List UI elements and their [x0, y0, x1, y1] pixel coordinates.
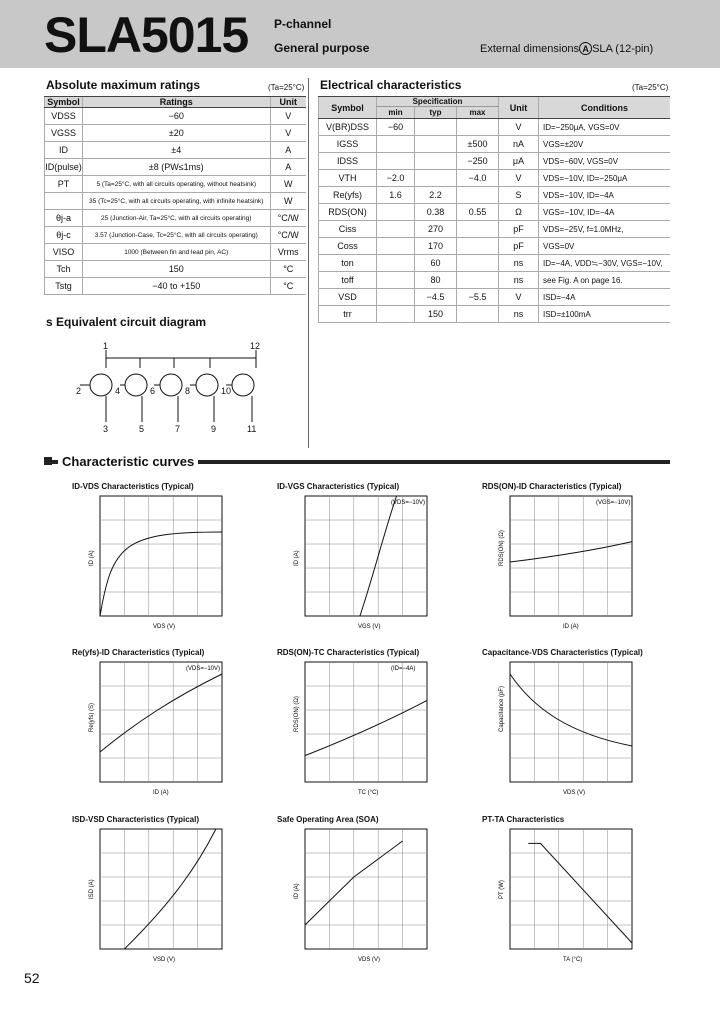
abs-max-unit: °C/W	[270, 210, 306, 227]
abs-max-header-ratings: Ratings	[83, 97, 271, 108]
elec-typ: 2.2	[415, 187, 457, 204]
graph-note: (VGS=−10V)	[596, 500, 631, 506]
graph-note: (VDS=−10V)	[391, 500, 426, 506]
abs-max-table	[44, 96, 306, 295]
elec-unit: pF	[499, 221, 539, 238]
elec-max: 0.55	[457, 204, 499, 221]
elec-unit: nA	[499, 136, 539, 153]
ext-dim-letter: A	[579, 42, 592, 55]
data-curve	[510, 542, 632, 562]
elec-conditions: VDS=−10V, ID=−4A	[539, 187, 671, 204]
circuit-title	[46, 315, 206, 329]
pin-10: 10	[221, 386, 232, 396]
ext-dim-prefix: External dimensions	[480, 43, 580, 55]
elec-max	[457, 187, 499, 204]
graph-title: RDS(ON)-TC Characteristics (Typical)	[277, 648, 420, 657]
abs-max-row	[45, 278, 307, 295]
elec-row	[319, 136, 671, 153]
elec-header-spec: Specification	[377, 97, 499, 107]
abs-max-unit: A	[270, 159, 306, 176]
graph-title: Safe Operating Area (SOA)	[277, 815, 379, 824]
elec-unit: V	[499, 119, 539, 136]
elec-typ: 170	[415, 238, 457, 255]
elec-unit: ns	[499, 272, 539, 289]
graph-title: RDS(ON)-ID Characteristics (Typical)	[482, 482, 622, 491]
data-curve	[528, 843, 632, 943]
graph-ylabel: ISD (A)	[89, 879, 95, 899]
abs-max-rating: ±8 (PW≤1ms)	[83, 159, 271, 176]
graph-xlabel: VSD (V)	[153, 957, 176, 963]
elec-min	[377, 221, 415, 238]
elec-max	[457, 221, 499, 238]
elec-max	[457, 238, 499, 255]
elec-unit: V	[499, 170, 539, 187]
graph-plot	[86, 494, 238, 636]
abs-max-row	[45, 244, 307, 261]
elec-typ: 0.38	[415, 204, 457, 221]
pin-5: 5	[139, 424, 145, 434]
elec-row	[319, 221, 671, 238]
abs-max-unit: W	[270, 193, 306, 210]
part-number: SLA5015	[44, 7, 249, 63]
graph-xlabel: VDS (V)	[563, 790, 586, 796]
elec-unit: μA	[499, 153, 539, 170]
elec-symbol: IGSS	[319, 136, 377, 153]
graph-ylabel: Re(yfs) (S)	[89, 703, 95, 732]
abs-max-symbol: ID(pulse)	[45, 159, 83, 176]
abs-max-symbol: VDSS	[45, 108, 83, 125]
elec-unit: S	[499, 187, 539, 204]
abs-max-rating: 3.57 (Junction-Case, Tc=25°C, with all circuits operating)	[83, 227, 271, 244]
abs-max-unit: A	[270, 142, 306, 159]
elec-row	[319, 238, 671, 255]
elec-table	[318, 96, 670, 323]
graph-ylabel: ID (A)	[89, 550, 95, 566]
graph-xlabel: TA (°C)	[563, 957, 583, 963]
elec-row	[319, 170, 671, 187]
pin-7: 7	[175, 424, 181, 434]
elec-typ	[415, 119, 457, 136]
graph-ylabel: Capacitance (pF)	[499, 685, 505, 732]
elec-header-unit: Unit	[499, 97, 539, 119]
elec-symbol: IDSS	[319, 153, 377, 170]
abs-max-row	[45, 176, 307, 193]
abs-max-row	[45, 193, 307, 210]
elec-min	[377, 153, 415, 170]
graph-title: Re(yfs)-ID Characteristics (Typical)	[72, 648, 205, 657]
elec-header-max: max	[457, 107, 499, 119]
elec-row	[319, 119, 671, 136]
pin-3: 3	[103, 424, 109, 434]
graph-plot	[291, 660, 443, 802]
external-dimensions	[480, 42, 653, 55]
abs-max-header-unit: Unit	[270, 97, 306, 108]
graph-ylabel: RDS(ON) (Ω)	[499, 530, 505, 566]
abs-max-symbol: ID	[45, 142, 83, 159]
pin-8: 8	[185, 386, 191, 396]
pin-2: 2	[76, 386, 82, 396]
graph-frame	[100, 496, 222, 616]
abs-max-rating: 35 (Tc=25°C, with all circuits operating, with infinite heatsink)	[83, 193, 271, 210]
elec-row	[319, 272, 671, 289]
graph-plot	[86, 827, 238, 969]
abs-max-row	[45, 261, 307, 278]
elec-row	[319, 255, 671, 272]
elec-title: Electrical characteristics	[320, 78, 462, 92]
elec-conditions: VDS=−60V, VGS=0V	[539, 153, 671, 170]
graph-frame	[510, 496, 632, 616]
graph-xlabel: ID (A)	[563, 624, 579, 630]
elec-min: 1.6	[377, 187, 415, 204]
graph-frame	[510, 829, 632, 949]
abs-max-unit: W	[270, 176, 306, 193]
graph-frame	[510, 662, 632, 782]
pin-12: 12	[250, 341, 261, 351]
elec-max: −5.5	[457, 289, 499, 306]
elec-row	[319, 289, 671, 306]
abs-max-rating: 1000 (Between fin and lead pin, AC)	[83, 244, 271, 261]
data-curve	[305, 700, 427, 755]
abs-max-row	[45, 159, 307, 176]
elec-symbol: Ciss	[319, 221, 377, 238]
abs-max-rating: 5 (Ta=25°C, with all circuits operating, without heatsink)	[83, 176, 271, 193]
elec-conditions: ISD=±100mA	[539, 306, 671, 323]
graph-frame	[305, 662, 427, 782]
curves-marker	[44, 457, 52, 465]
graph-frame	[100, 662, 222, 782]
graph-note: (VDS=−10V)	[186, 666, 221, 672]
elec-min	[377, 272, 415, 289]
abs-max-symbol: Tch	[45, 261, 83, 278]
elec-conditions: VGS=−10V, ID=−4A	[539, 204, 671, 221]
elec-unit: ns	[499, 306, 539, 323]
abs-max-row	[45, 125, 307, 142]
graph-note: (ID=−4A)	[391, 666, 416, 672]
abs-max-rating: −40 to +150	[83, 278, 271, 295]
pin-9: 9	[211, 424, 217, 434]
graph-xlabel: ID (A)	[153, 790, 169, 796]
data-curve	[100, 674, 222, 752]
data-curve	[124, 829, 215, 949]
graph-title: ID-VDS Characteristics (Typical)	[72, 482, 194, 491]
elec-max	[457, 119, 499, 136]
elec-symbol: VTH	[319, 170, 377, 187]
elec-row	[319, 153, 671, 170]
elec-row	[319, 204, 671, 221]
elec-symbol: Re(yfs)	[319, 187, 377, 204]
elec-conditions: see Fig. A on page 16.	[539, 272, 671, 289]
pin-11: 11	[247, 424, 257, 434]
elec-symbol: Coss	[319, 238, 377, 255]
elec-header-symbol: Symbol	[319, 97, 377, 119]
elec-max	[457, 306, 499, 323]
elec-min	[377, 255, 415, 272]
pin-1: 1	[103, 341, 109, 351]
elec-typ	[415, 136, 457, 153]
elec-header-conditions: Conditions	[539, 97, 671, 119]
elec-conditions: VGS=±20V	[539, 136, 671, 153]
abs-max-header-symbol: Symbol	[45, 97, 83, 108]
elec-row	[319, 187, 671, 204]
elec-symbol: toff	[319, 272, 377, 289]
abs-max-unit: °C/W	[270, 227, 306, 244]
graph-plot	[496, 660, 648, 802]
abs-max-unit: V	[270, 125, 306, 142]
graph-plot	[291, 827, 443, 969]
elec-min	[377, 204, 415, 221]
abs-max-symbol: θj-a	[45, 210, 83, 227]
elec-symbol: ton	[319, 255, 377, 272]
elec-max: ±500	[457, 136, 499, 153]
graph-title: ISD-VSD Characteristics (Typical)	[72, 815, 200, 824]
abs-max-rating: 150	[83, 261, 271, 278]
abs-max-rating: ±20	[83, 125, 271, 142]
elec-max	[457, 272, 499, 289]
elec-conditions: ID=−4A, VDD≒−30V, VGS=−10V,	[539, 255, 671, 272]
elec-typ: 150	[415, 306, 457, 323]
graph-xlabel: VDS (V)	[358, 957, 381, 963]
elec-symbol: VSD	[319, 289, 377, 306]
elec-unit: Ω	[499, 204, 539, 221]
graph-ylabel: ID (A)	[294, 550, 300, 566]
abs-max-unit: °C	[270, 261, 306, 278]
elec-conditions: VDS=−10V, ID=−250μA	[539, 170, 671, 187]
abs-max-title: Absolute maximum ratings	[46, 78, 201, 92]
graph-ylabel: RDS(ON) (Ω)	[294, 696, 300, 732]
elec-condition: (Ta=25°C)	[632, 83, 669, 92]
abs-max-unit: V	[270, 108, 306, 125]
graph-plot	[496, 827, 648, 969]
abs-max-unit: °C	[270, 278, 306, 295]
header-band	[0, 0, 720, 68]
ext-dim-suffix: SLA (12-pin)	[592, 43, 654, 55]
graph-xlabel: TC (°C)	[358, 790, 379, 796]
subtitle-purpose: General purpose	[274, 41, 370, 55]
elec-row	[319, 306, 671, 323]
data-curve	[100, 532, 222, 616]
graph-frame	[305, 829, 427, 949]
abs-max-row	[45, 108, 307, 125]
abs-max-rating: ±4	[83, 142, 271, 159]
circuit-bullet: s	[46, 315, 53, 329]
abs-max-symbol: θj-c	[45, 227, 83, 244]
abs-max-row	[45, 227, 307, 244]
graph-xlabel: VGS (V)	[358, 624, 381, 630]
elec-header-min: min	[377, 107, 415, 119]
column-divider	[308, 78, 309, 448]
abs-max-symbol: PT	[45, 176, 83, 193]
abs-max-symbol: Tstg	[45, 278, 83, 295]
elec-conditions: ISD=−4A	[539, 289, 671, 306]
elec-unit: V	[499, 289, 539, 306]
elec-typ	[415, 170, 457, 187]
pin-6: 6	[150, 386, 156, 396]
abs-max-rating: −60	[83, 108, 271, 125]
graph-ylabel: PT (W)	[499, 880, 505, 899]
elec-symbol: RDS(ON)	[319, 204, 377, 221]
elec-max: −250	[457, 153, 499, 170]
elec-min	[377, 306, 415, 323]
abs-max-symbol: VGSS	[45, 125, 83, 142]
abs-max-symbol: VISO	[45, 244, 83, 261]
abs-max-symbol	[45, 193, 83, 210]
equivalent-circuit-diagram	[70, 340, 280, 440]
abs-max-row	[45, 142, 307, 159]
elec-min: −60	[377, 119, 415, 136]
elec-conditions: VDS=−25V, f=1.0MHz,	[539, 221, 671, 238]
elec-typ: 270	[415, 221, 457, 238]
abs-max-row	[45, 210, 307, 227]
graph-plot	[291, 494, 443, 636]
graph-title: ID-VGS Characteristics (Typical)	[277, 482, 400, 491]
graph-frame	[100, 829, 222, 949]
elec-header-typ: typ	[415, 107, 457, 119]
circuit-title-text: Equivalent circuit diagram	[56, 315, 207, 329]
elec-min	[377, 238, 415, 255]
elec-conditions: ID=−250μA, VGS=0V	[539, 119, 671, 136]
elec-min	[377, 136, 415, 153]
elec-typ: 80	[415, 272, 457, 289]
abs-max-rating: 25 (Junction-Air, Ta=25°C, with all circuits operating)	[83, 210, 271, 227]
elec-unit: pF	[499, 238, 539, 255]
elec-max	[457, 255, 499, 272]
abs-max-unit: Vrms	[270, 244, 306, 261]
elec-min: −2.0	[377, 170, 415, 187]
page-number: 52	[24, 970, 40, 986]
pin-4: 4	[115, 386, 121, 396]
elec-symbol: V(BR)DSS	[319, 119, 377, 136]
elec-typ: 60	[415, 255, 457, 272]
curves-title: Characteristic curves	[58, 454, 198, 469]
graph-title: Capacitance-VDS Characteristics (Typical)	[482, 648, 643, 657]
graph-plot	[86, 660, 238, 802]
elec-conditions: VGS=0V	[539, 238, 671, 255]
elec-typ	[415, 153, 457, 170]
graph-ylabel: ID (A)	[294, 883, 300, 899]
subtitle-channel: P-channel	[274, 17, 332, 31]
abs-max-condition: (Ta=25°C)	[268, 83, 305, 92]
elec-unit: ns	[499, 255, 539, 272]
graph-title: PT-TA Characteristics	[482, 815, 565, 824]
elec-symbol: trr	[319, 306, 377, 323]
graph-plot	[496, 494, 648, 636]
elec-min	[377, 289, 415, 306]
elec-max: −4.0	[457, 170, 499, 187]
graph-xlabel: VDS (V)	[153, 624, 176, 630]
elec-typ: −4.5	[415, 289, 457, 306]
